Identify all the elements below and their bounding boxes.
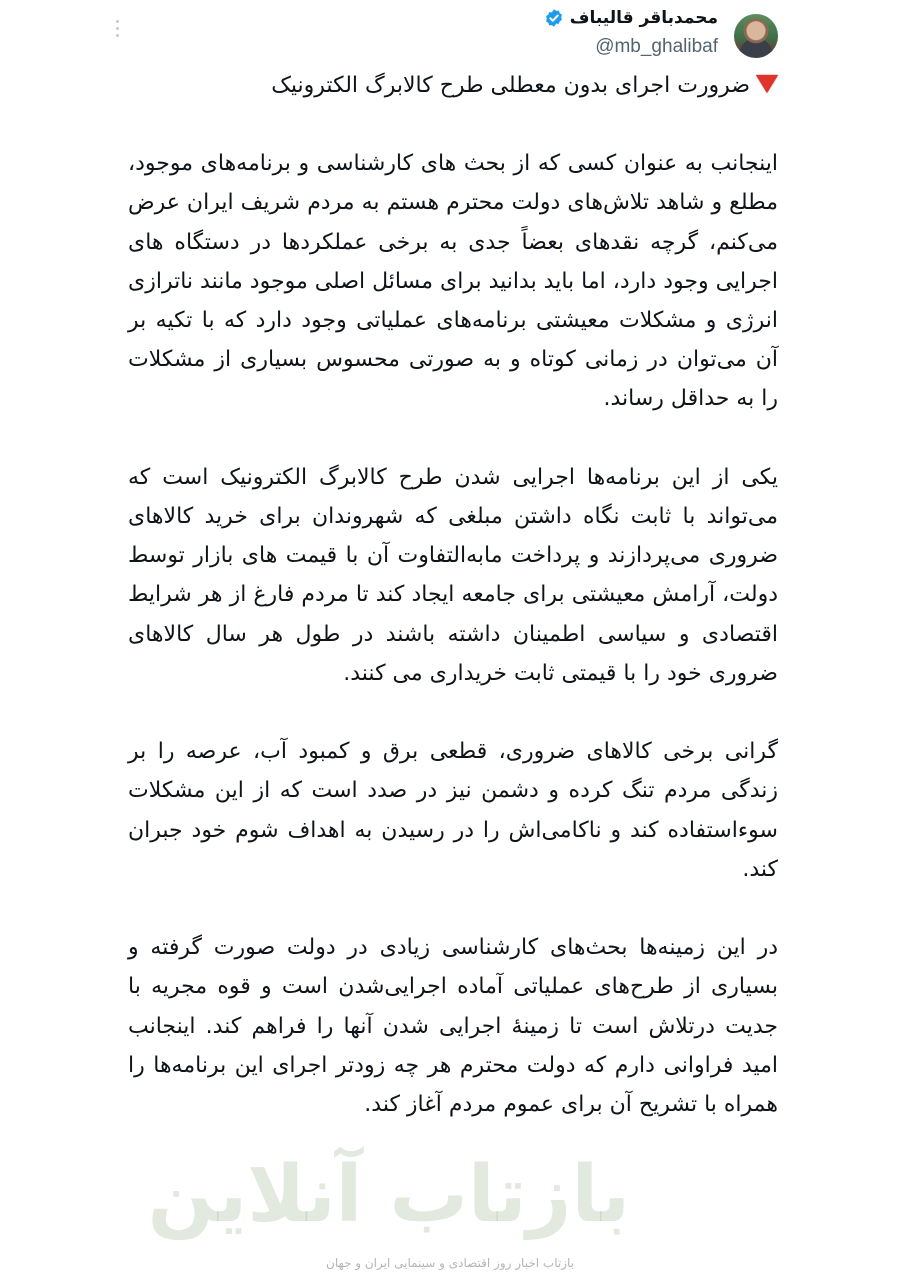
verified-badge-icon — [544, 8, 564, 28]
paragraph-1: اینجانب به عنوان کسی که از بحث های کارشناسی و برنامه‌های موجود، مطلع و شاهد تلاش‌های دولت محترم هستم به مردم شریف ایران عرض می‌کنم، گرچه نقدهای بعضاً جدی به برخی عملکردها در دستگاه های اجرایی وجود دارد، اما باید بدانید برای مسائل اصلی موجود مانند ناترازی انرژی و مشکلات معیشتی برنامه‌های عملیاتی وجود دارد که با تکیه بر آن می‌توان در زمانی کوتاه و به صورتی محسوس بسیاری از مشکلات را به حداقل رساند. — [127, 151, 778, 412]
watermark — [147, 1150, 630, 1280]
dot — [116, 34, 119, 37]
watermark-logo: بازتاب آنلاین — [147, 1150, 630, 1240]
display-name[interactable]: محمدباقر قالیباف — [569, 8, 718, 28]
tweet-header — [178, 6, 778, 64]
paragraph-4: در این زمینه‌ها بحث‌های کارشناسی زیادی در دولت صورت گرفته و بسیاری از طرح‌های عملیاتی آماده اجرایی‌شدن است و قوه مجریه با جدیت درتلاش است تا زمینهٔ اجرایی شدن آنها را فراهم کند. اینجانب امید فراوانی دارم که دولت محترم هر چه زودتر اجرای این برنامه‌ها را همراه با تشریح آن برای عموم مردم آغاز کند. — [128, 935, 778, 1118]
paragraph-3: گرانی برخی کالاهای ضروری، قطعی برق و کمبود آب، عرصه را بر زندگی مردم تنگ کرده و دشمن نیز در صدد است که از این مشکلات سوءاستفاده کند و ناکامی‌اش را در رسیدن به اهداف شوم خود جبران کند. — [128, 739, 778, 882]
avatar[interactable] — [734, 14, 778, 58]
author-handle[interactable]: @mb_ghalibaf — [595, 36, 718, 57]
dot — [116, 20, 119, 23]
more-options-icon[interactable] — [112, 20, 122, 37]
red-triangle-down-icon — [756, 75, 778, 93]
author-name-line — [544, 8, 718, 28]
dot — [116, 27, 119, 30]
watermark-tagline: بازتاب اخبار روز اقتصادی و سینمایی ایران و جهان — [326, 1256, 574, 1270]
headline-text: ضرورت اجرای بدون معطلی طرح کالابرگ الکترونیک — [271, 73, 750, 98]
tweet-headline — [128, 66, 778, 105]
tweet-text — [128, 66, 778, 1163]
paragraph-2: یکی از این برنامه‌ها اجرایی شدن طرح کالابرگ الکترونیک است که می‌تواند با ثابت نگاه داشتن مبلغی که شهروندان برای خرید کالاهای ضروری می‌پردازند و پرداخت مابه‌التفاوت آن با قیمت های بازار توسط دولت، آرامش معیشتی برای جامعه ایجاد کند تا مردم فارغ از هر شرایط اقتصادی و سیاسی اطمینان داشته باشند در طول هر سال کالاهای ضروری خود را با قیمتی ثابت خریداری می کنند. — [128, 464, 778, 686]
